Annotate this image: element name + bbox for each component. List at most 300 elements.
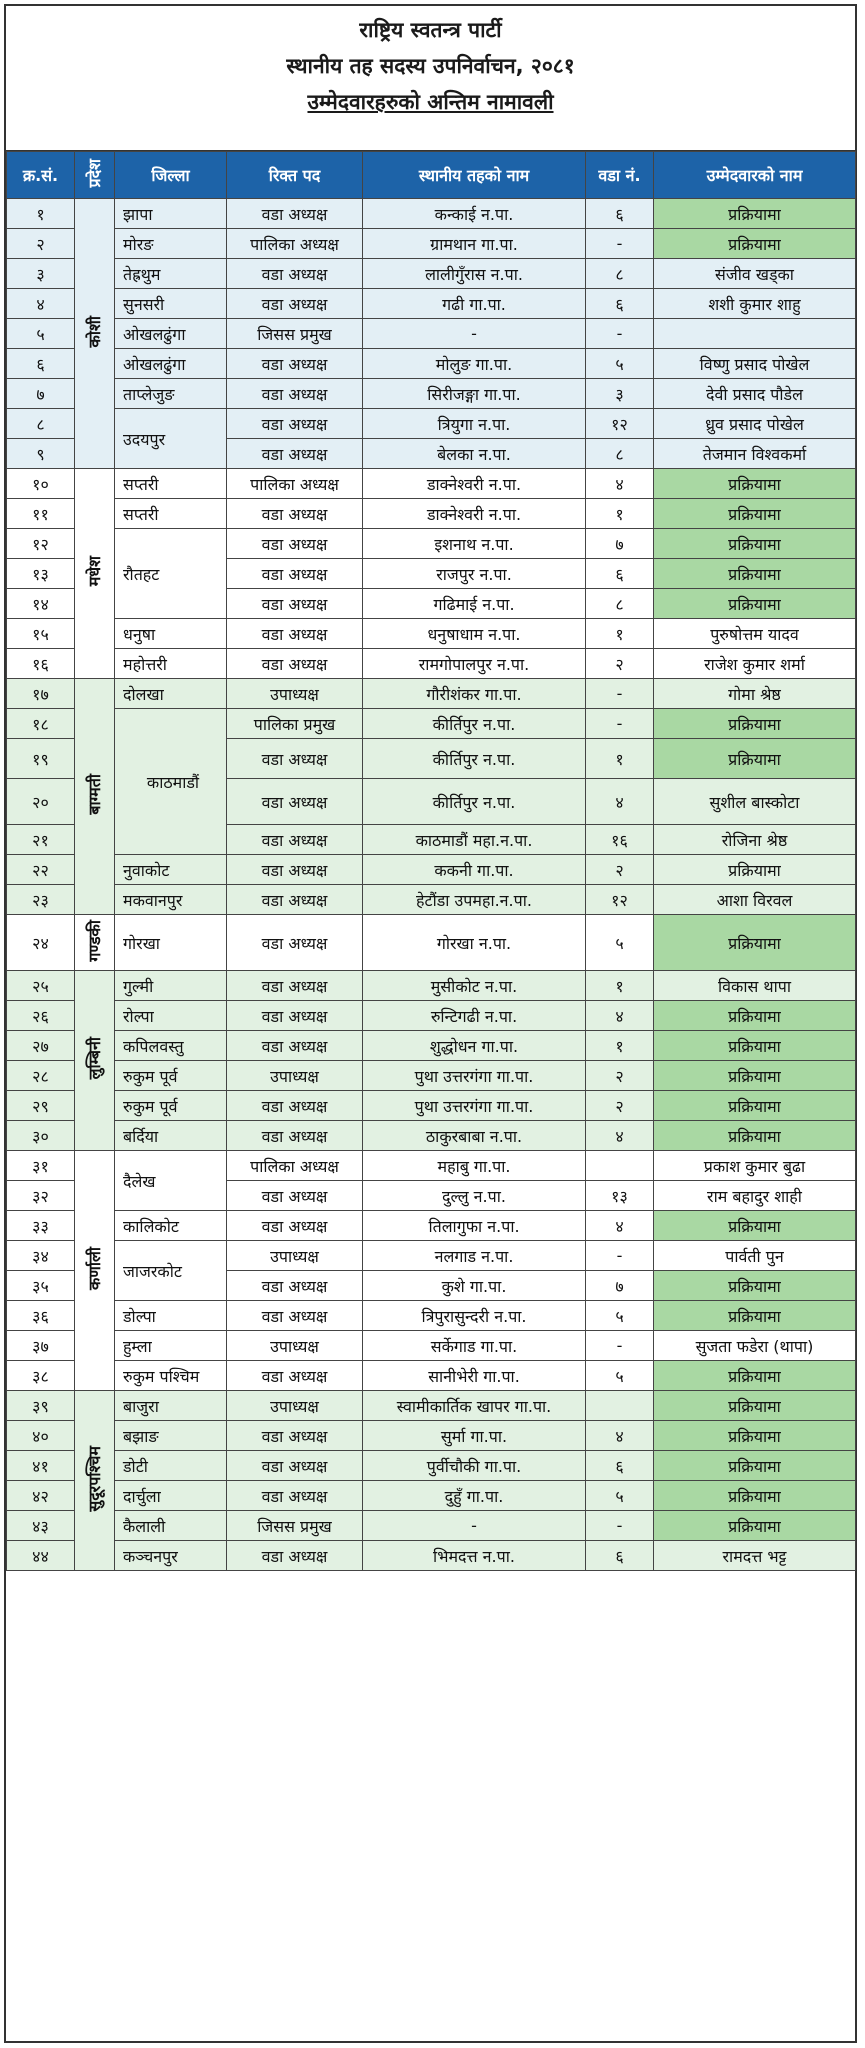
- ward-number-cell: ६: [586, 289, 654, 319]
- ward-number-cell: २: [586, 855, 654, 885]
- serial-number-cell: १६: [7, 649, 75, 679]
- table-row: [7, 349, 856, 379]
- vacant-post-cell: वडा अध्यक्ष: [227, 855, 363, 885]
- local-body-cell: पुर्वीचौकी गा.पा.: [363, 1451, 586, 1481]
- district-cell: गोरखा: [115, 915, 227, 971]
- serial-number-cell: २३: [7, 885, 75, 915]
- serial-number-cell: ११: [7, 499, 75, 529]
- district-cell: दैलेख: [115, 1151, 227, 1211]
- ward-number-cell: -: [586, 1241, 654, 1271]
- candidate-name-cell: प्रक्रियामा: [654, 1511, 856, 1541]
- serial-number-cell: ९: [7, 439, 75, 469]
- table-row: [7, 1031, 856, 1061]
- vacant-post-cell: वडा अध्यक्ष: [227, 971, 363, 1001]
- serial-number-cell: ३४: [7, 1241, 75, 1271]
- serial-number-cell: ३१: [7, 1151, 75, 1181]
- local-body-cell: हेटौंडा उपमहा.न.पा.: [363, 885, 586, 915]
- vacant-post-cell: वडा अध्यक्ष: [227, 1001, 363, 1031]
- ward-number-cell: ५: [586, 1361, 654, 1391]
- serial-number-cell: ३६: [7, 1301, 75, 1331]
- serial-number-cell: ३९: [7, 1391, 75, 1421]
- vacant-post-cell: वडा अध्यक्ष: [227, 199, 363, 229]
- ward-number-cell: ८: [586, 259, 654, 289]
- candidate-name-cell: प्रक्रियामा: [654, 1361, 856, 1391]
- vacant-post-cell: जिसस प्रमुख: [227, 1511, 363, 1541]
- province-label: मधेश: [84, 556, 104, 587]
- district-cell: धनुषा: [115, 619, 227, 649]
- ward-number-cell: २: [586, 1091, 654, 1121]
- candidate-name-cell: प्रक्रियामा: [654, 1451, 856, 1481]
- district-cell: रुकुम पश्चिम: [115, 1361, 227, 1391]
- candidate-name-cell: देवी प्रसाद पौडेल: [654, 379, 856, 409]
- serial-number-cell: २५: [7, 971, 75, 1001]
- serial-number-cell: ४४: [7, 1541, 75, 1571]
- vacant-post-cell: वडा अध्यक्ष: [227, 559, 363, 589]
- vacant-post-cell: उपाध्यक्ष: [227, 1061, 363, 1091]
- local-body-cell: ग्रामथान गा.पा.: [363, 229, 586, 259]
- table-row: [7, 469, 856, 499]
- party-name: राष्ट्रिय स्वतन्त्र पार्टी: [359, 18, 502, 42]
- table-row: [7, 619, 856, 649]
- local-body-cell: राजपुर न.पा.: [363, 559, 586, 589]
- ward-number-cell: ८: [586, 439, 654, 469]
- district-cell: दार्चुला: [115, 1481, 227, 1511]
- district-cell: रुकुम पूर्व: [115, 1091, 227, 1121]
- vacant-post-cell: वडा अध्यक्ष: [227, 289, 363, 319]
- local-body-cell: इशनाथ न.पा.: [363, 529, 586, 559]
- ward-number-cell: ४: [586, 1211, 654, 1241]
- table-row: [7, 1001, 856, 1031]
- vacant-post-cell: वडा अध्यक्ष: [227, 1121, 363, 1151]
- serial-number-cell: ६: [7, 349, 75, 379]
- district-cell: नुवाकोट: [115, 855, 227, 885]
- district-cell: उदयपुर: [115, 409, 227, 469]
- candidate-name-cell: संजीव खड्का: [654, 259, 856, 289]
- table-row: [7, 409, 856, 439]
- local-body-cell: पुथा उत्तरगंगा गा.पा.: [363, 1091, 586, 1121]
- table-row: [7, 529, 856, 559]
- ward-number-cell: ५: [586, 349, 654, 379]
- local-body-cell: त्रिपुरासुन्दरी न.पा.: [363, 1301, 586, 1331]
- local-body-cell: भिमदत्त न.पा.: [363, 1541, 586, 1571]
- ward-number-cell: ४: [586, 1121, 654, 1151]
- district-cell: ओखलढुंगा: [115, 319, 227, 349]
- ward-number-cell: ७: [586, 1271, 654, 1301]
- district-cell: रौतहट: [115, 529, 227, 619]
- candidate-name-cell: प्रक्रियामा: [654, 739, 856, 779]
- table-row: [7, 499, 856, 529]
- table-row: [7, 1121, 856, 1151]
- district-cell: मोरङ: [115, 229, 227, 259]
- district-cell: सप्तरी: [115, 499, 227, 529]
- ward-number-cell: ६: [586, 559, 654, 589]
- district-cell: जाजरकोट: [115, 1241, 227, 1301]
- province-label: कर्णाली: [84, 1247, 104, 1290]
- candidate-name-cell: रामदत्त भट्ट: [654, 1541, 856, 1571]
- table-row: [7, 1391, 856, 1421]
- serial-number-cell: ३३: [7, 1211, 75, 1241]
- vacant-post-cell: वडा अध्यक्ष: [227, 1541, 363, 1571]
- local-body-cell: दुहुँ गा.पा.: [363, 1481, 586, 1511]
- serial-number-cell: १७: [7, 679, 75, 709]
- vacant-post-cell: वडा अध्यक्ष: [227, 1361, 363, 1391]
- local-body-cell: सुर्मा गा.पा.: [363, 1421, 586, 1451]
- ward-number-cell: १: [586, 499, 654, 529]
- province-cell-sudur: [75, 1391, 115, 1571]
- province-cell-madhesh: [75, 469, 115, 679]
- table-row: [7, 679, 856, 709]
- serial-number-cell: ३०: [7, 1121, 75, 1151]
- district-cell: कञ्चनपुर: [115, 1541, 227, 1571]
- serial-number-cell: १०: [7, 469, 75, 499]
- serial-number-cell: २९: [7, 1091, 75, 1121]
- ward-number-cell: १२: [586, 409, 654, 439]
- ward-number-cell: १: [586, 619, 654, 649]
- vacant-post-cell: जिसस प्रमुख: [227, 319, 363, 349]
- table-row: [7, 1211, 856, 1241]
- district-cell: डोल्पा: [115, 1301, 227, 1331]
- vacant-post-cell: उपाध्यक्ष: [227, 1331, 363, 1361]
- local-body-cell: बेलका न.पा.: [363, 439, 586, 469]
- local-body-cell: रुन्टिगढी न.पा.: [363, 1001, 586, 1031]
- candidate-name-cell: प्रक्रियामा: [654, 1421, 856, 1451]
- table-row: [7, 199, 856, 229]
- table-row: [7, 229, 856, 259]
- ward-number-cell: ८: [586, 589, 654, 619]
- serial-number-cell: १२: [7, 529, 75, 559]
- candidate-name-cell: प्रक्रियामा: [654, 229, 856, 259]
- serial-number-cell: १८: [7, 709, 75, 739]
- vacant-post-cell: वडा अध्यक्ष: [227, 379, 363, 409]
- col-header-local: स्थानीय तहको नाम: [363, 152, 586, 199]
- local-body-cell: नलगाड न.पा.: [363, 1241, 586, 1271]
- candidate-table: [6, 151, 856, 1571]
- district-cell: बझाङ: [115, 1421, 227, 1451]
- serial-number-cell: २७: [7, 1031, 75, 1061]
- table-row: [7, 319, 856, 349]
- list-title: उम्मेदवारहरुको अन्तिम नामावली: [307, 90, 554, 114]
- candidate-name-cell: प्रक्रियामा: [654, 499, 856, 529]
- local-body-cell: सर्केगाड गा.पा.: [363, 1331, 586, 1361]
- serial-number-cell: १५: [7, 619, 75, 649]
- ward-number-cell: [586, 1391, 654, 1421]
- election-title: स्थानीय तह सदस्य उपनिर्वाचन, २०८१: [286, 54, 575, 78]
- candidate-name-cell: प्रक्रियामा: [654, 589, 856, 619]
- ward-number-cell: ४: [586, 779, 654, 825]
- vacant-post-cell: उपाध्यक्ष: [227, 1241, 363, 1271]
- ward-number-cell: -: [586, 319, 654, 349]
- table-row: [7, 915, 856, 971]
- local-body-cell: गोरखा न.पा.: [363, 915, 586, 971]
- local-body-cell: डाक्नेश्वरी न.पा.: [363, 469, 586, 499]
- table-row: [7, 379, 856, 409]
- candidate-name-cell: प्रकाश कुमार बुढा: [654, 1151, 856, 1181]
- table-header-row: [7, 152, 856, 199]
- serial-number-cell: २०: [7, 779, 75, 825]
- vacant-post-cell: वडा अध्यक्ष: [227, 1271, 363, 1301]
- district-cell: दोलखा: [115, 679, 227, 709]
- candidate-name-cell: प्रक्रियामा: [654, 1271, 856, 1301]
- ward-number-cell: ५: [586, 1301, 654, 1331]
- local-body-cell: -: [363, 1511, 586, 1541]
- ward-number-cell: १: [586, 1031, 654, 1061]
- vacant-post-cell: वडा अध्यक्ष: [227, 1481, 363, 1511]
- local-body-cell: कीर्तिपुर न.पा.: [363, 739, 586, 779]
- ward-number-cell: ५: [586, 1481, 654, 1511]
- district-cell: बाजुरा: [115, 1391, 227, 1421]
- province-label: लुम्बिनी: [84, 1037, 104, 1080]
- province-label: सुदूरपश्चिम: [84, 1445, 104, 1512]
- candidate-list-sheet: [4, 4, 857, 2043]
- vacant-post-cell: वडा अध्यक्ष: [227, 619, 363, 649]
- local-body-cell: काठमाडौं महा.न.पा.: [363, 825, 586, 855]
- vacant-post-cell: वडा अध्यक्ष: [227, 1421, 363, 1451]
- candidate-name-cell: प्रक्रियामा: [654, 1001, 856, 1031]
- district-cell: कैलाली: [115, 1511, 227, 1541]
- table-row: [7, 289, 856, 319]
- local-body-cell: मुसीकोट न.पा.: [363, 971, 586, 1001]
- serial-number-cell: ३८: [7, 1361, 75, 1391]
- serial-number-cell: ८: [7, 409, 75, 439]
- district-cell: रुकुम पूर्व: [115, 1061, 227, 1091]
- table-row: [7, 1091, 856, 1121]
- ward-number-cell: -: [586, 1511, 654, 1541]
- serial-number-cell: ५: [7, 319, 75, 349]
- province-label: गण्डकी: [84, 919, 104, 962]
- table-row: [7, 855, 856, 885]
- document-header: [6, 6, 855, 152]
- ward-number-cell: ३: [586, 379, 654, 409]
- ward-number-cell: ६: [586, 199, 654, 229]
- ward-number-cell: ५: [586, 915, 654, 971]
- ward-number-cell: १३: [586, 1181, 654, 1211]
- candidate-name-cell: प्रक्रियामा: [654, 915, 856, 971]
- candidate-name-cell: [654, 319, 856, 349]
- col-header-province: प्रदेश: [75, 152, 115, 199]
- vacant-post-cell: पालिका अध्यक्ष: [227, 229, 363, 259]
- candidate-name-cell: प्रक्रियामा: [654, 529, 856, 559]
- province-label: कोशी: [84, 315, 104, 348]
- candidate-name-cell: प्रक्रियामा: [654, 559, 856, 589]
- ward-number-cell: ६: [586, 1541, 654, 1571]
- vacant-post-cell: वडा अध्यक्ष: [227, 649, 363, 679]
- candidate-name-cell: प्रक्रियामा: [654, 469, 856, 499]
- candidate-name-cell: रोजिना श्रेष्ठ: [654, 825, 856, 855]
- vacant-post-cell: पालिका अध्यक्ष: [227, 1151, 363, 1181]
- vacant-post-cell: उपाध्यक्ष: [227, 1391, 363, 1421]
- serial-number-cell: ३५: [7, 1271, 75, 1301]
- vacant-post-cell: वडा अध्यक्ष: [227, 1301, 363, 1331]
- ward-number-cell: [586, 1151, 654, 1181]
- table-row: [7, 1241, 856, 1271]
- candidate-name-cell: सुजता फडेरा (थापा): [654, 1331, 856, 1361]
- local-body-cell: कन्काई न.पा.: [363, 199, 586, 229]
- serial-number-cell: २८: [7, 1061, 75, 1091]
- district-cell: गुल्मी: [115, 971, 227, 1001]
- serial-number-cell: ३२: [7, 1181, 75, 1211]
- ward-number-cell: -: [586, 709, 654, 739]
- vacant-post-cell: वडा अध्यक्ष: [227, 499, 363, 529]
- candidate-name-cell: प्रक्रियामा: [654, 1031, 856, 1061]
- vacant-post-cell: पालिका अध्यक्ष: [227, 469, 363, 499]
- ward-number-cell: ४: [586, 1001, 654, 1031]
- local-body-cell: दुल्लु न.पा.: [363, 1181, 586, 1211]
- candidate-name-cell: प्रक्रियामा: [654, 855, 856, 885]
- district-cell: कालिकोट: [115, 1211, 227, 1241]
- district-cell: काठमाडौं: [115, 709, 227, 855]
- col-header-sn: क्र.सं.: [7, 152, 75, 199]
- vacant-post-cell: वडा अध्यक्ष: [227, 349, 363, 379]
- local-body-cell: तिलागुफा न.पा.: [363, 1211, 586, 1241]
- district-cell: झापा: [115, 199, 227, 229]
- district-cell: हुम्ला: [115, 1331, 227, 1361]
- serial-number-cell: १९: [7, 739, 75, 779]
- district-cell: ओखलढुंगा: [115, 349, 227, 379]
- table-row: [7, 1451, 856, 1481]
- vacant-post-cell: पालिका प्रमुख: [227, 709, 363, 739]
- ward-number-cell: २: [586, 649, 654, 679]
- table-row: [7, 885, 856, 915]
- local-body-cell: पुथा उत्तरगंगा गा.पा.: [363, 1061, 586, 1091]
- table-row: [7, 971, 856, 1001]
- ward-number-cell: १२: [586, 885, 654, 915]
- candidate-name-cell: शशी कुमार शाहु: [654, 289, 856, 319]
- candidate-name-cell: राजेश कुमार शर्मा: [654, 649, 856, 679]
- table-row: [7, 1421, 856, 1451]
- candidate-name-cell: सुशील बास्कोटा: [654, 779, 856, 825]
- vacant-post-cell: वडा अध्यक्ष: [227, 1091, 363, 1121]
- serial-number-cell: २१: [7, 825, 75, 855]
- table-row: [7, 259, 856, 289]
- local-body-cell: सिरीजङ्गा गा.पा.: [363, 379, 586, 409]
- vacant-post-cell: वडा अध्यक्ष: [227, 589, 363, 619]
- local-body-cell: धनुषाधाम न.पा.: [363, 619, 586, 649]
- candidate-name-cell: गोमा श्रेष्ठ: [654, 679, 856, 709]
- local-body-cell: सानीभेरी गा.पा.: [363, 1361, 586, 1391]
- vacant-post-cell: वडा अध्यक्ष: [227, 1451, 363, 1481]
- local-body-cell: लालीगुँरास न.पा.: [363, 259, 586, 289]
- ward-number-cell: २: [586, 1061, 654, 1091]
- district-cell: बर्दिया: [115, 1121, 227, 1151]
- serial-number-cell: ७: [7, 379, 75, 409]
- local-body-cell: डाक्नेश्वरी न.पा.: [363, 499, 586, 529]
- district-cell: सप्तरी: [115, 469, 227, 499]
- vacant-post-cell: वडा अध्यक्ष: [227, 915, 363, 971]
- local-body-cell: गढिमाई न.पा.: [363, 589, 586, 619]
- table-row: [7, 1361, 856, 1391]
- local-body-cell: स्वामीकार्तिक खापर गा.पा.: [363, 1391, 586, 1421]
- vacant-post-cell: उपाध्यक्ष: [227, 679, 363, 709]
- province-cell-bagmati: [75, 679, 115, 915]
- local-body-cell: शुद्धोधन गा.पा.: [363, 1031, 586, 1061]
- serial-number-cell: ४२: [7, 1481, 75, 1511]
- vacant-post-cell: वडा अध्यक्ष: [227, 825, 363, 855]
- district-cell: महोत्तरी: [115, 649, 227, 679]
- district-cell: ताप्लेजुङ: [115, 379, 227, 409]
- serial-number-cell: ४३: [7, 1511, 75, 1541]
- serial-number-cell: १: [7, 199, 75, 229]
- serial-number-cell: ३७: [7, 1331, 75, 1361]
- ward-number-cell: १६: [586, 825, 654, 855]
- table-row: [7, 649, 856, 679]
- col-header-candidate: उम्मेदवारको नाम: [654, 152, 856, 199]
- table-row: [7, 1541, 856, 1571]
- candidate-name-cell: प्रक्रियामा: [654, 1301, 856, 1331]
- serial-number-cell: ३: [7, 259, 75, 289]
- local-body-cell: मोलुङ गा.पा.: [363, 349, 586, 379]
- candidate-name-cell: प्रक्रियामा: [654, 1391, 856, 1421]
- candidate-name-cell: प्रक्रियामा: [654, 1121, 856, 1151]
- ward-number-cell: ४: [586, 1421, 654, 1451]
- local-body-cell: कीर्तिपुर न.पा.: [363, 709, 586, 739]
- table-row: [7, 1331, 856, 1361]
- district-cell: तेह्रथुम: [115, 259, 227, 289]
- candidate-name-cell: विष्णु प्रसाद पोखेल: [654, 349, 856, 379]
- province-cell-karnali: [75, 1151, 115, 1391]
- serial-number-cell: १३: [7, 559, 75, 589]
- candidate-name-cell: विकास थापा: [654, 971, 856, 1001]
- district-cell: रोल्पा: [115, 1001, 227, 1031]
- table-row: [7, 1151, 856, 1181]
- col-header-post: रिक्त पद: [227, 152, 363, 199]
- table-row: [7, 709, 856, 739]
- ward-number-cell: ४: [586, 469, 654, 499]
- serial-number-cell: १४: [7, 589, 75, 619]
- local-body-cell: महाबु गा.पा.: [363, 1151, 586, 1181]
- district-cell: सुनसरी: [115, 289, 227, 319]
- local-body-cell: गढी गा.पा.: [363, 289, 586, 319]
- local-body-cell: -: [363, 319, 586, 349]
- candidate-name-cell: प्रक्रियामा: [654, 1061, 856, 1091]
- ward-number-cell: ७: [586, 529, 654, 559]
- ward-number-cell: १: [586, 971, 654, 1001]
- candidate-name-cell: ध्रुव प्रसाद पोखेल: [654, 409, 856, 439]
- local-body-cell: रामगोपालपुर न.पा.: [363, 649, 586, 679]
- vacant-post-cell: वडा अध्यक्ष: [227, 885, 363, 915]
- local-body-cell: कीर्तिपुर न.पा.: [363, 779, 586, 825]
- ward-number-cell: -: [586, 1331, 654, 1361]
- vacant-post-cell: वडा अध्यक्ष: [227, 409, 363, 439]
- province-cell-gandaki: [75, 915, 115, 971]
- vacant-post-cell: वडा अध्यक्ष: [227, 739, 363, 779]
- candidate-name-cell: प्रक्रियामा: [654, 709, 856, 739]
- local-body-cell: कुशे गा.पा.: [363, 1271, 586, 1301]
- vacant-post-cell: वडा अध्यक्ष: [227, 1181, 363, 1211]
- district-cell: डोटी: [115, 1451, 227, 1481]
- serial-number-cell: ४१: [7, 1451, 75, 1481]
- table-row: [7, 1511, 856, 1541]
- province-label: बाग्मती: [84, 774, 104, 815]
- candidate-name-cell: पार्वती पुन: [654, 1241, 856, 1271]
- serial-number-cell: २२: [7, 855, 75, 885]
- ward-number-cell: -: [586, 679, 654, 709]
- district-cell: कपिलवस्तु: [115, 1031, 227, 1061]
- serial-number-cell: २४: [7, 915, 75, 971]
- district-cell: मकवानपुर: [115, 885, 227, 915]
- local-body-cell: ककनी गा.पा.: [363, 855, 586, 885]
- candidate-name-cell: पुरुषोत्तम यादव: [654, 619, 856, 649]
- serial-number-cell: ४०: [7, 1421, 75, 1451]
- candidate-name-cell: तेजमान विश्वकर्मा: [654, 439, 856, 469]
- vacant-post-cell: वडा अध्यक्ष: [227, 439, 363, 469]
- candidate-name-cell: राम बहादुर शाही: [654, 1181, 856, 1211]
- province-cell-lumbini: [75, 971, 115, 1151]
- ward-number-cell: ६: [586, 1451, 654, 1481]
- serial-number-cell: २६: [7, 1001, 75, 1031]
- candidate-name-cell: प्रक्रियामा: [654, 199, 856, 229]
- table-row: [7, 1301, 856, 1331]
- col-header-ward: वडा नं.: [586, 152, 654, 199]
